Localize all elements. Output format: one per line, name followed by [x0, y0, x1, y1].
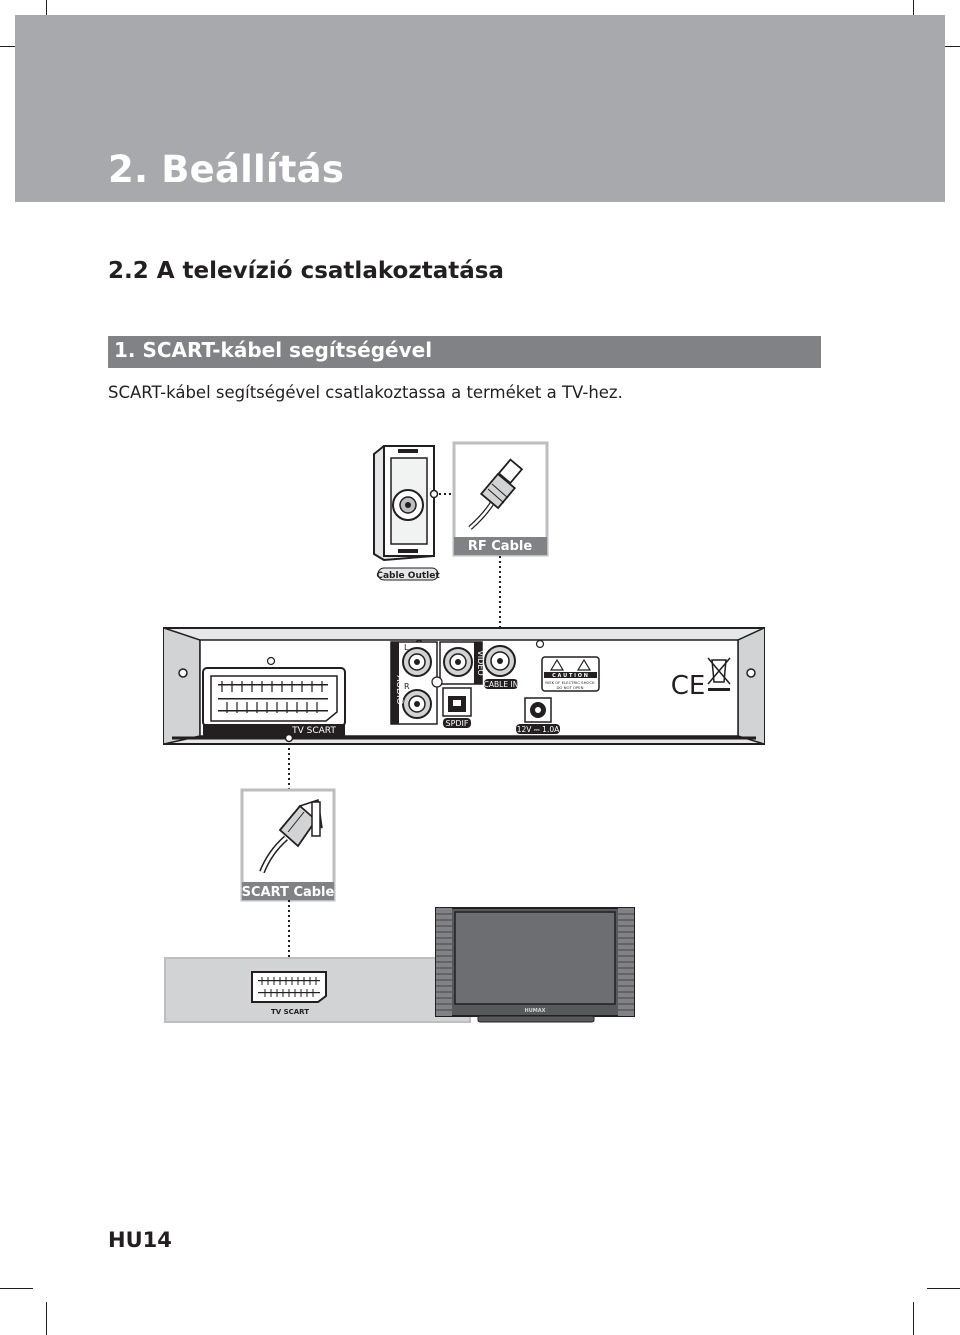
tv-brand: HUMAX	[524, 1008, 546, 1014]
caution-line-1: RISK OF ELECTRIC SHOCK	[545, 680, 595, 685]
tv-scart-panel	[165, 958, 470, 1022]
caution-title: C A U T I O N	[552, 673, 588, 679]
tv-scart-label: TV SCART	[270, 1008, 310, 1016]
audio-label: AUDIO	[394, 675, 404, 705]
video-label: VIDEO	[476, 650, 485, 676]
tv-illustration	[436, 908, 634, 1022]
page-number: HU14	[108, 1228, 172, 1252]
cable-outlet-illustration	[374, 446, 434, 560]
spdif-label: SPDIF	[445, 719, 469, 728]
power-label: 12V ⎓ 1.0A	[516, 725, 560, 734]
audio-l-label: L	[404, 643, 409, 652]
cable-outlet-label: Cable Outlet	[376, 571, 440, 581]
subsection-title: 1. SCART-kábel segítségével	[114, 338, 433, 362]
cable-in-label: CABLE IN	[483, 680, 519, 689]
rf-cable-label: RF Cable	[467, 539, 533, 554]
audio-r-label: R	[404, 682, 410, 691]
caution-line-2: DO NOT OPEN	[556, 685, 584, 690]
scart-cable-label: SCART Cable	[241, 885, 335, 900]
chapter-title: 2. Beállítás	[108, 148, 345, 191]
receiver-tv-scart-label: TV SCART	[292, 726, 336, 736]
section-title: 2.2 A televízió csatlakoztatása	[108, 258, 504, 284]
intro-text: SCART-kábel segítségével csatlakoztassa a terméket a TV-hez.	[108, 383, 623, 402]
scart-cable-box	[242, 790, 334, 900]
ce-mark: CE	[670, 671, 706, 701]
